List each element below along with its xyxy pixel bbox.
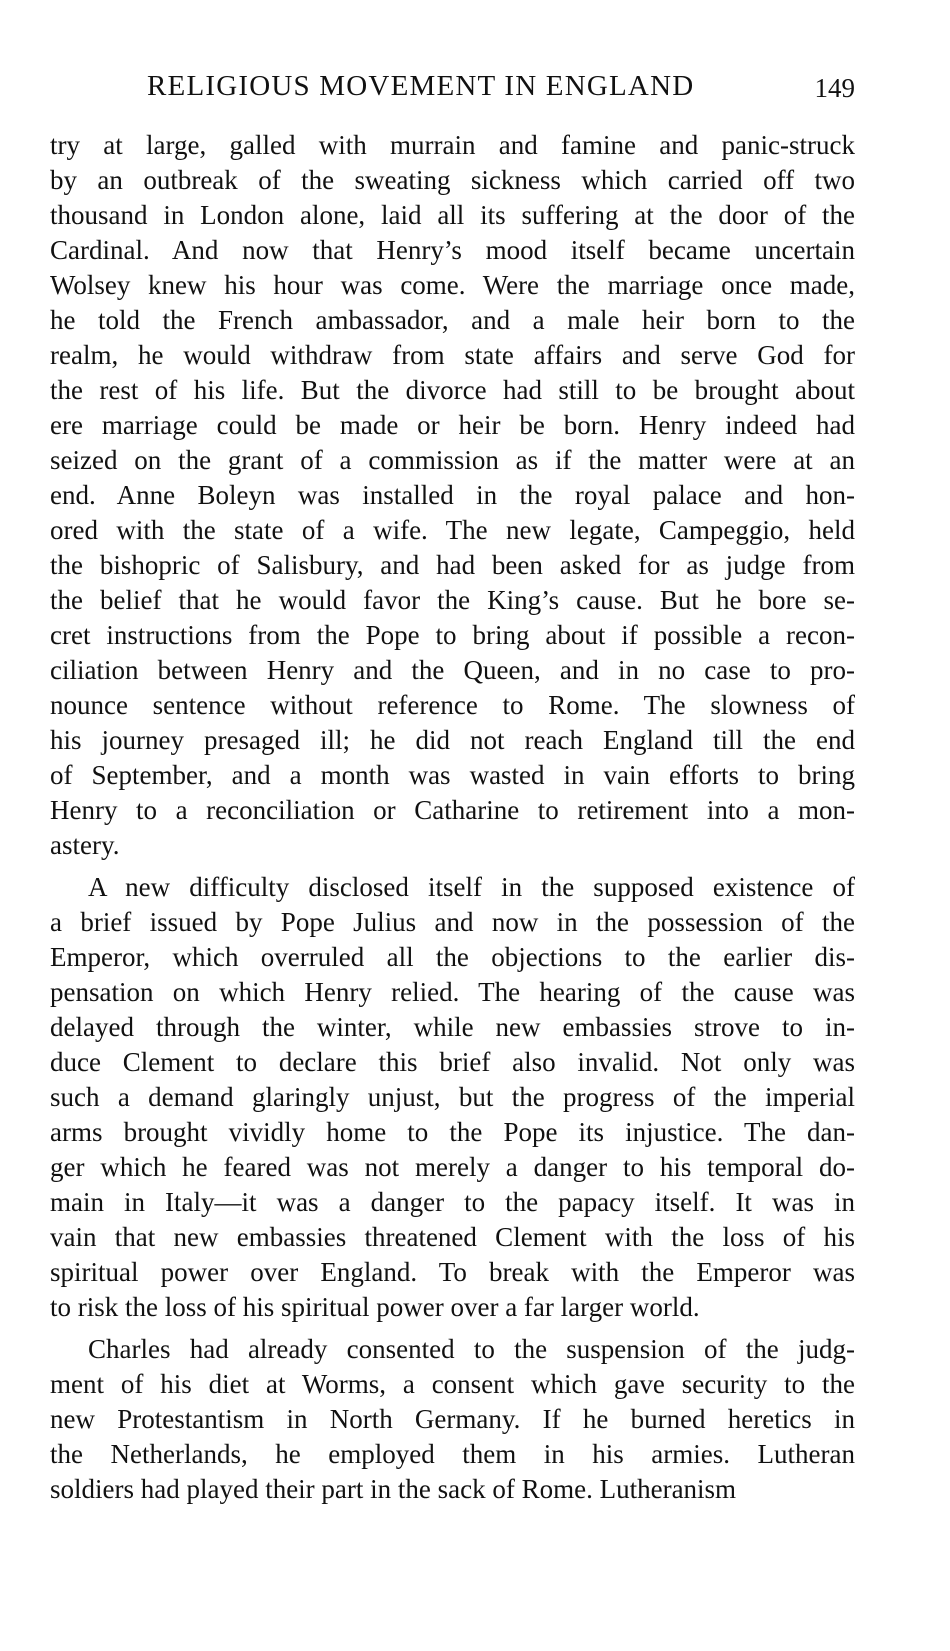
text-line: cret instructions from the Pope to bring about if possible a recon- — [50, 620, 855, 650]
text-line: Wolsey knew his hour was come. Were the marriage once made, — [50, 270, 855, 300]
text-line: end. Anne Boleyn was installed in the royal palace and hon- — [50, 480, 855, 510]
text-line: delayed through the winter, while new embassies strove to in- — [50, 1012, 855, 1042]
text-line: the rest of his life. But the divorce had still to be brought about — [50, 375, 855, 405]
text-line: soldiers had played their part in the sack of Rome. Lutheranism — [50, 1474, 737, 1504]
text-line: duce Clement to declare this brief also invalid. Not only was — [50, 1047, 855, 1077]
text-line: of September, and a month was wasted in vain efforts to bring — [50, 760, 855, 790]
text-line: his journey presaged ill; he did not reach England till the end — [50, 725, 855, 755]
text-line: Henry to a reconciliation or Catharine to retirement into a mon- — [50, 795, 855, 825]
text-line: main in Italy—it was a danger to the papacy itself. It was in — [50, 1187, 855, 1217]
text-line: ere marriage could be made or heir be born. Henry indeed had — [50, 410, 855, 440]
running-head-title: RELIGIOUS MOVEMENT IN ENGLAND — [147, 70, 695, 102]
text-line: ciliation between Henry and the Queen, and in no case to pro- — [50, 655, 855, 685]
text-line: new Protestantism in North Germany. If he burned heretics in — [50, 1404, 855, 1434]
text-line: realm, he would withdraw from state affairs and serve God for — [50, 340, 855, 370]
text-line: astery. — [50, 830, 120, 860]
text-line: spiritual power over England. To break with the Emperor was — [50, 1257, 855, 1287]
text-line: arms brought vividly home to the Pope its injustice. The dan- — [50, 1117, 855, 1147]
text-line: thousand in London alone, laid all its suffering at the door of the — [50, 200, 855, 230]
text-line: the bishopric of Salisbury, and had been asked for as judge from — [50, 550, 855, 580]
text-line: ger which he feared was not merely a danger to his temporal do- — [50, 1152, 855, 1182]
text-line: by an outbreak of the sweating sickness which carried off two — [50, 165, 855, 195]
text-line: seized on the grant of a commission as if the matter were at an — [50, 445, 855, 475]
text-line: such a demand glaringly unjust, but the progress of the imperial — [50, 1082, 855, 1112]
paragraph — [50, 1332, 855, 1507]
text-line: pensation on which Henry relied. The hearing of the cause was — [50, 977, 855, 1007]
text-line: he told the French ambassador, and a male heir born to the — [50, 305, 855, 335]
text-line: the Netherlands, he employed them in his armies. Lutheran — [50, 1439, 855, 1469]
text-line: ored with the state of a wife. The new legate, Campeggio, held — [50, 515, 855, 545]
paragraph — [50, 128, 855, 863]
text-line: ment of his diet at Worms, a consent which gave security to the — [50, 1369, 855, 1399]
text-line: a brief issued by Pope Julius and now in the possession of the — [50, 907, 855, 937]
text-line: Charles had already consented to the suspension of the judg- — [88, 1334, 855, 1364]
text-line: Cardinal. And now that Henry’s mood itself became uncertain — [50, 235, 855, 265]
page-number: 149 — [814, 73, 855, 103]
text-line: the belief that he would favor the King’s cause. But he bore se- — [50, 585, 855, 615]
text-line: to risk the loss of his spiritual power over a far larger world. — [50, 1292, 700, 1322]
paragraph — [50, 870, 855, 1325]
text-line: try at large, galled with murrain and famine and panic-struck — [50, 130, 855, 160]
running-head — [147, 70, 867, 110]
text-line: nounce sentence without reference to Rome. The slowness of — [50, 690, 855, 720]
text-line: vain that new embassies threatened Clement with the loss of his — [50, 1222, 855, 1252]
text-line: Emperor, which overruled all the objections to the earlier dis- — [50, 942, 855, 972]
body-text — [50, 128, 855, 1507]
text-line: A new difficulty disclosed itself in the supposed existence of — [88, 872, 855, 902]
